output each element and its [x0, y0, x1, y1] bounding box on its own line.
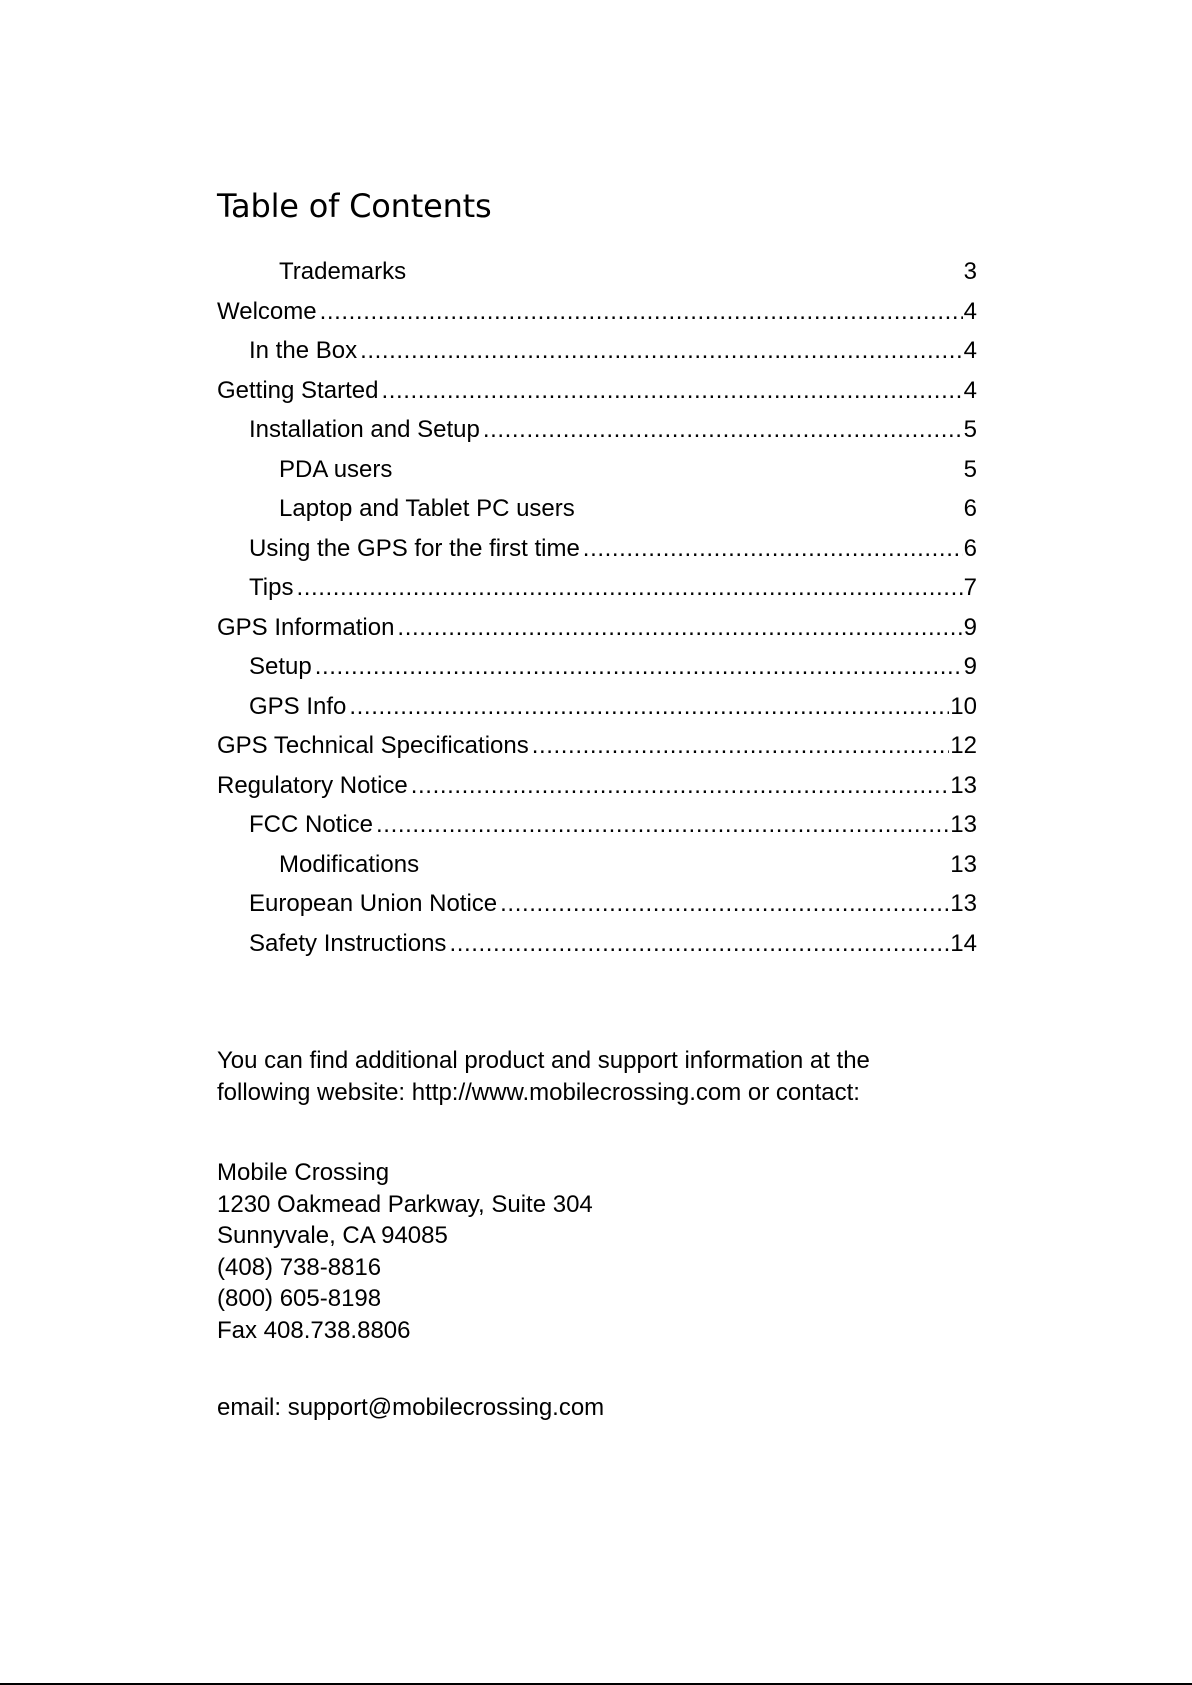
toc-entry-page: 13	[950, 811, 977, 838]
toc-entry-page: 5	[963, 455, 977, 483]
table-of-contents	[217, 252, 977, 963]
toc-entry-label: Regulatory Notice	[217, 771, 408, 799]
toc-entry-page: 4	[963, 337, 977, 364]
toc-entry-page: 6	[963, 495, 977, 522]
toc-entry-label: Tips	[249, 574, 294, 601]
toc-entry-page: 12	[950, 732, 977, 759]
toc-entry-leader	[315, 647, 963, 687]
toc-entry-page: 7	[963, 574, 977, 601]
toc-entry-european-union-notice[interactable]	[217, 884, 977, 924]
toc-entry-setup[interactable]	[217, 647, 977, 687]
support-email	[217, 1392, 604, 1424]
toc-entry-page: 5	[963, 416, 977, 443]
contact-address	[217, 1157, 593, 1346]
toc-entry-leader	[583, 529, 963, 569]
toc-entry-label: Using the GPS for the first time	[249, 534, 580, 562]
toc-entry-leader	[449, 924, 949, 964]
page-title: Table of Contents	[217, 187, 492, 225]
toc-entry-tips[interactable]	[217, 568, 977, 608]
toc-entry-page: 9	[963, 653, 977, 680]
toc-entry-leader	[411, 766, 950, 806]
support-intro-paragraph	[217, 1045, 870, 1108]
toc-entry-page: 13	[950, 850, 977, 878]
toc-entry-page: 14	[950, 929, 977, 957]
toc-entry-laptop-and-tablet-pc-users[interactable]	[217, 489, 977, 529]
fax-number: Fax 408.738.8806	[217, 1316, 411, 1344]
toc-entry-leader	[376, 805, 949, 845]
toc-entry-regulatory-notice[interactable]	[217, 766, 977, 806]
toc-entry-label: Laptop and Tablet PC users	[279, 495, 575, 522]
toc-entry-label: Trademarks	[279, 258, 407, 285]
toc-entry-leader	[483, 410, 963, 450]
toc-entry-in-the-box[interactable]	[217, 331, 977, 371]
toc-entry-fcc-notice[interactable]	[217, 805, 977, 845]
toc-entry-leader	[320, 292, 963, 332]
toc-entry-label: Welcome	[217, 297, 317, 325]
toc-entry-leader	[500, 884, 949, 924]
toc-entry-label: GPS Information	[217, 613, 395, 641]
toc-entry-trademarks[interactable]	[217, 252, 977, 292]
toc-entry-using-the-gps[interactable]	[217, 529, 977, 569]
toc-entry-page: 3	[963, 258, 977, 285]
toc-entry-label: Setup	[249, 653, 312, 680]
toc-entry-page: 4	[963, 297, 977, 325]
toc-entry-page: 6	[963, 534, 977, 562]
toc-entry-welcome[interactable]	[217, 292, 977, 332]
toc-entry-gps-information[interactable]	[217, 608, 977, 648]
support-intro-line: following website: http://www.mobilecrossing.com or contact:	[217, 1078, 860, 1106]
toc-entry-page: 13	[950, 890, 977, 917]
toc-entry-label: European Union Notice	[249, 890, 498, 917]
toc-entry-label: PDA users	[279, 455, 393, 483]
toc-entry-leader	[397, 608, 962, 648]
toc-entry-gps-technical-specifications[interactable]	[217, 726, 977, 766]
toc-entry-pda-users[interactable]	[217, 450, 977, 490]
toc-entry-leader	[349, 687, 949, 727]
toc-entry-getting-started[interactable]	[217, 371, 977, 411]
toc-entry-page: 4	[963, 376, 977, 404]
toc-entry-label: Modifications	[279, 850, 420, 878]
toc-entry-label: Safety Instructions	[249, 929, 447, 957]
toc-entry-label: Getting Started	[217, 376, 379, 404]
company-name: Mobile Crossing	[217, 1159, 390, 1186]
toc-entry-label: GPS Technical Specifications	[217, 732, 529, 759]
toc-entry-page: 13	[950, 771, 977, 799]
toc-entry-label: In the Box	[249, 337, 358, 364]
toc-entry-leader	[296, 568, 962, 608]
toc-entry-label: GPS Info	[249, 692, 347, 720]
phone-number: (408) 738-8816	[217, 1253, 382, 1281]
toc-entry-page: 10	[950, 692, 977, 720]
toc-entry-installation-and-setup[interactable]	[217, 410, 977, 450]
toc-entry-modifications[interactable]	[217, 845, 977, 885]
support-email-text: email: support@mobilecrossing.com	[217, 1394, 605, 1421]
toc-entry-leader	[381, 371, 962, 411]
street-address: 1230 Oakmead Parkway, Suite 304	[217, 1190, 593, 1218]
support-intro-line: You can find additional product and support information at the	[217, 1047, 870, 1074]
city-state-zip: Sunnyvale, CA 94085	[217, 1222, 448, 1249]
toc-entry-leader	[532, 726, 950, 766]
toll-free-number: (800) 605-8198	[217, 1285, 382, 1312]
toc-entry-leader	[360, 331, 963, 371]
toc-entry-gps-info[interactable]	[217, 687, 977, 727]
toc-entry-label: FCC Notice	[249, 811, 374, 838]
toc-entry-label: Installation and Setup	[249, 416, 480, 443]
toc-entry-safety-instructions[interactable]	[217, 924, 977, 964]
toc-entry-page: 9	[963, 613, 977, 641]
